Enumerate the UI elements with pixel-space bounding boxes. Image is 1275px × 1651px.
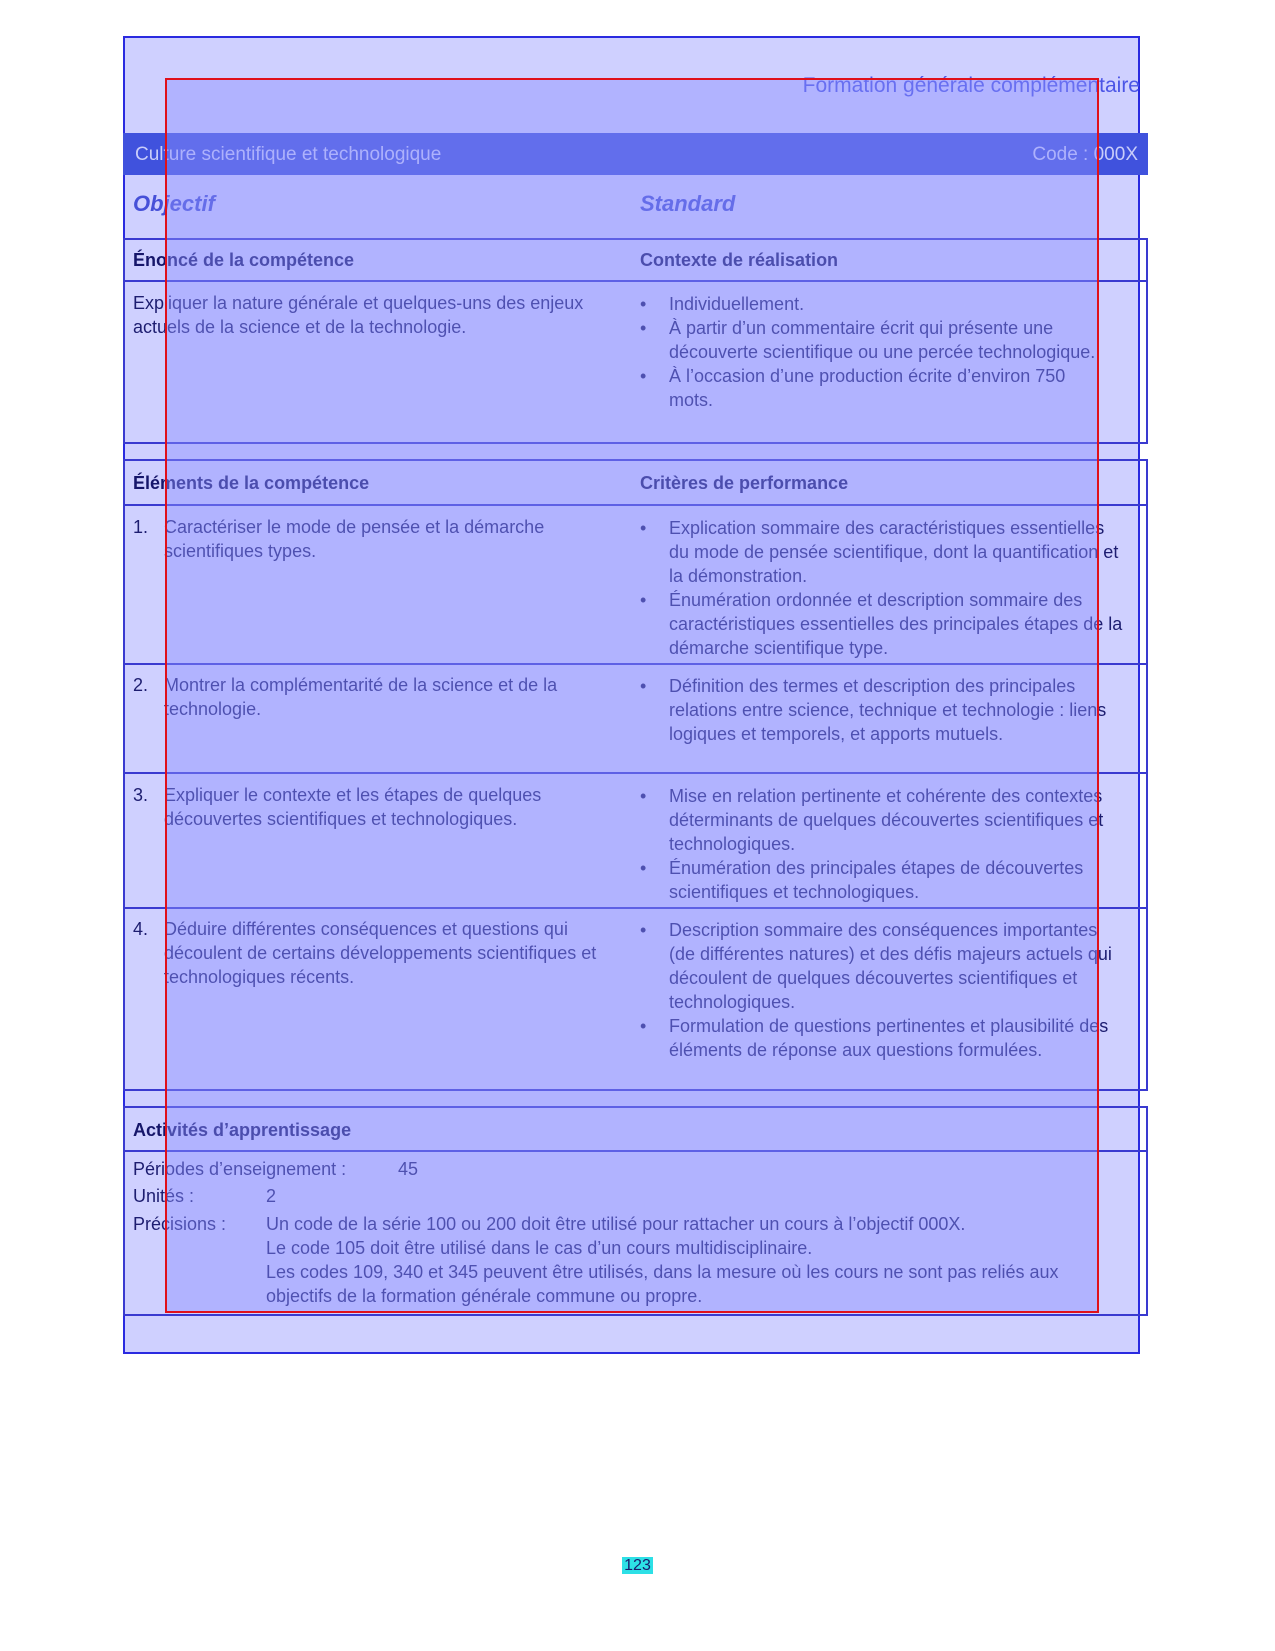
element-text: Montrer la complémentarité de la science et de la technologie. <box>164 675 558 719</box>
enonce-text: Expliquer la nature générale et quelques-uns des enjeux actuels de la science et de la technologie. <box>133 293 584 337</box>
standard-heading: Standard <box>640 191 736 216</box>
periodes-label: Périodes d’enseignement : <box>133 1159 347 1179</box>
row-divider <box>123 663 1148 665</box>
criteria-list <box>640 516 1125 660</box>
activites-header-rule <box>123 1150 1148 1152</box>
criteria-list <box>640 784 1130 904</box>
row-divider <box>123 772 1148 774</box>
course-title-band <box>123 133 1148 175</box>
unites-value: 2 <box>266 1186 277 1206</box>
contexte-item: • À partir d’un commentaire écrit qui présente une découverte scientifique ou une percée technologique. <box>640 316 1110 364</box>
criteria-list <box>640 674 1110 746</box>
contexte-item: • Individuellement. <box>640 292 1110 316</box>
document-series-title: Formation générale complémentaire <box>802 74 1140 97</box>
element-number: 4. <box>133 919 149 939</box>
row-divider <box>123 907 1148 909</box>
page-number-label: 123 <box>624 1557 651 1574</box>
criterion-item: • Énumération ordonnée et description sommaire des caractéristiques essentielles des principales étapes de la démarche scientifique type. <box>640 588 1125 660</box>
course-title: Culture scientifique et technologique <box>135 144 442 165</box>
precision-line: Les codes 109, 340 et 345 peuvent être utilisés, dans la mesure où les cours ne sont pas reliés aux objectifs de la formation générale commune ou propre. <box>266 1262 1059 1306</box>
contexte-item: • À l’occasion d’une production écrite d’environ 750 mots. <box>640 364 1110 412</box>
contexte-heading: Contexte de réalisation <box>640 250 839 270</box>
element-number: 3. <box>133 785 149 805</box>
criterion-item: • Mise en relation pertinente et cohérente des contextes déterminants de quelques découvertes scientifiques et technologiques. <box>640 784 1130 856</box>
course-code: Code : 000X <box>1032 144 1138 165</box>
activites-heading: Activités d’apprentissage <box>133 1120 352 1140</box>
element-number: 1. <box>133 517 149 537</box>
criterion-item: • Définition des termes et description des principales relations entre science, technique et technologie : liens logiques et temporels, et apports mutuels. <box>640 674 1110 746</box>
criterion-item: • Explication sommaire des caractéristiques essentielles du mode de pensée scientifique, dont la quantification et la démonstration. <box>640 516 1125 588</box>
elements-heading: Éléments de la compétence <box>133 473 370 493</box>
unites-label: Unités : <box>133 1186 195 1206</box>
periodes-value: 45 <box>398 1159 419 1179</box>
page-number <box>0 1557 1275 1575</box>
element-text: Caractériser le mode de pensée et la démarche scientifiques types. <box>164 517 545 561</box>
enonce-heading: Énoncé de la compétence <box>133 250 355 270</box>
criteres-heading: Critères de performance <box>640 473 849 493</box>
criterion-item: • Énumération des principales étapes de découvertes scientifiques et technologiques. <box>640 856 1130 904</box>
precisions-label: Précisions : <box>133 1214 227 1234</box>
element-number: 2. <box>133 675 149 695</box>
precisions-text <box>266 1212 1116 1308</box>
criteria-list <box>640 918 1120 1062</box>
elements-header-rule <box>123 504 1148 506</box>
precision-line: Le code 105 doit être utilisé dans le cas d’un cours multidisciplinaire. <box>266 1238 813 1258</box>
competence-header-rule <box>123 280 1148 282</box>
precision-line: Un code de la série 100 ou 200 doit être utilisé pour rattacher un cours à l’objectif 000X. <box>266 1214 966 1234</box>
criterion-item: • Description sommaire des conséquences importantes (de différentes natures) et des défis majeurs actuels qui découlent de quelques découvertes scientifiques et technologiques. <box>640 918 1120 1014</box>
criterion-item: • Formulation de questions pertinentes et plausibilité des éléments de réponse aux questions formulées. <box>640 1014 1120 1062</box>
contexte-list <box>640 292 1110 412</box>
objectif-heading: Objectif <box>133 191 215 216</box>
element-text: Déduire différentes conséquences et questions qui découlent de certains développements scientifiques et technologiques récents. <box>164 919 597 987</box>
element-text: Expliquer le contexte et les étapes de quelques découvertes scientifiques et technologiques. <box>164 785 542 829</box>
